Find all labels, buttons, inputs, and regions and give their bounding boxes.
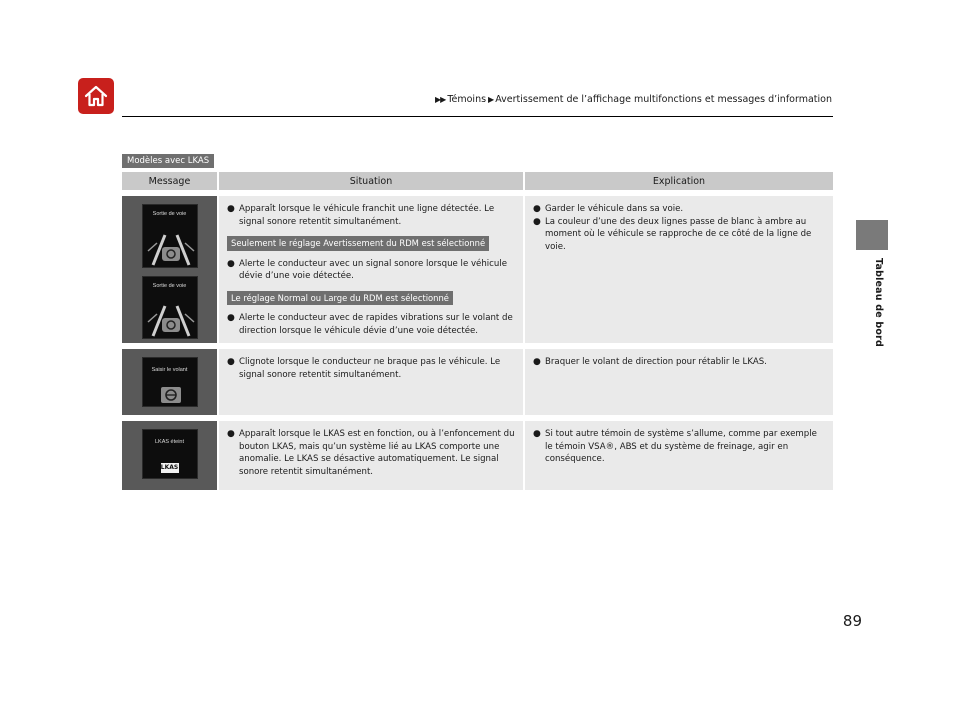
- header-divider: [122, 116, 833, 117]
- bullet-icon: ●: [227, 258, 235, 269]
- bullet-icon: ●: [533, 429, 541, 439]
- bullet-text: Braquer le volant de direction pour rétablir le LKAS.: [545, 357, 767, 367]
- steering-wheel-icon: [143, 377, 199, 407]
- breadcrumb-arrow-icon: ▶▶: [435, 95, 446, 104]
- column-header-situation: Situation: [218, 172, 524, 193]
- lane-departure-icon: [143, 292, 199, 338]
- breadcrumb-item[interactable]: Avertissement de l’affichage multifonctions et messages d’information: [495, 94, 832, 105]
- bullet-text: Si tout autre témoin de système s’allume, comme par exemple le témoin VSA®, ABS et du système de freinage, agir en conséquence.: [545, 429, 817, 464]
- condition-tag: Seulement le réglage Avertissement du RDM est sélectionné: [227, 236, 489, 251]
- breadcrumb-arrow-icon: ▶: [488, 95, 494, 104]
- lane-departure-screen: [142, 276, 198, 340]
- column-header-explication: Explication: [524, 172, 833, 193]
- situation-cell: [218, 418, 524, 490]
- message-cell: [122, 418, 218, 490]
- breadcrumb-item[interactable]: Témoins: [447, 94, 487, 105]
- chapter-tab[interactable]: [856, 220, 888, 250]
- bullet-icon: ●: [227, 204, 235, 214]
- bullet-icon: ●: [227, 357, 235, 367]
- bullet-text: Alerte le conducteur avec de rapides vibrations sur le volant de direction lorsque le véhicule dévie d’une voie détectée.: [239, 313, 513, 336]
- explication-cell: [524, 193, 833, 346]
- breadcrumb: [435, 94, 832, 105]
- bullet-item: [227, 356, 515, 381]
- bullet-item: [227, 258, 515, 283]
- bullet-item: [533, 216, 825, 254]
- lkas-icon: [161, 463, 179, 473]
- column-header-message: Message: [122, 172, 218, 193]
- explication-cell: [524, 346, 833, 418]
- condition-tag: Le réglage Normal ou Large du RDM est sélectionné: [227, 291, 453, 306]
- screen-title: Sortie de voie: [152, 211, 187, 217]
- bullet-icon: ●: [533, 357, 541, 367]
- bullet-icon: ●: [533, 204, 541, 214]
- lkas-off-screen: [142, 429, 198, 479]
- table-row: [122, 193, 833, 346]
- bullet-item: [533, 356, 825, 369]
- bullet-item: [227, 428, 515, 478]
- home-button[interactable]: [78, 78, 114, 114]
- message-table: [122, 172, 833, 490]
- lkas-icon-text: LKAS: [160, 463, 179, 471]
- explication-cell: [524, 418, 833, 490]
- situation-cell: [218, 346, 524, 418]
- steering-screen: [142, 357, 198, 407]
- table-header-row: [122, 172, 833, 193]
- bullet-item: [533, 428, 825, 466]
- home-icon: [83, 83, 109, 109]
- screen-title: Saisir le volant: [151, 367, 188, 373]
- situation-cell: [218, 193, 524, 346]
- chapter-label: Tableau de bord: [873, 258, 884, 348]
- bullet-item: [227, 312, 515, 337]
- bullet-text: Apparaît lorsque le véhicule franchit une ligne détectée. Le signal sonore retentit simultanément.: [239, 204, 495, 227]
- screen-title: LKAS éteint: [154, 439, 185, 445]
- table-row: [122, 418, 833, 490]
- bullet-text: Garder le véhicule dans sa voie.: [545, 204, 684, 214]
- bullet-icon: ●: [227, 429, 235, 439]
- screen-title: Sortie de voie: [152, 282, 187, 289]
- lane-departure-icon: [143, 221, 199, 267]
- lane-departure-screen: [142, 204, 198, 268]
- table-row: [122, 346, 833, 418]
- bullet-icon: ●: [227, 313, 235, 323]
- bullet-text: Clignote lorsque le conducteur ne braque pas le véhicule. Le signal sonore retentit simultanément.: [239, 357, 501, 380]
- bullet-item: [533, 203, 825, 216]
- page-number: 89: [842, 612, 862, 630]
- bullet-item: [227, 203, 515, 228]
- message-cell: [122, 346, 218, 418]
- bullet-text: Alerte le conducteur avec un signal sonore lorsque le véhicule dévie d’une voie détectée.: [239, 258, 508, 281]
- bullet-icon: ●: [533, 216, 541, 227]
- bullet-text: Apparaît lorsque le LKAS est en fonction, ou à l’enfoncement du bouton LKAS, mais qu’un système lié au LKAS comporte une anomalie. Le LKAS se désactive automatiquement. Le signal sonore retentit simultanément.: [239, 429, 515, 477]
- models-badge: Modèles avec LKAS: [122, 154, 214, 168]
- message-cell: [122, 193, 218, 346]
- bullet-text: La couleur d’une des deux lignes passe de blanc à ambre au moment où le véhicule se rapproche de ce côté de la ligne de voie.: [545, 216, 812, 252]
